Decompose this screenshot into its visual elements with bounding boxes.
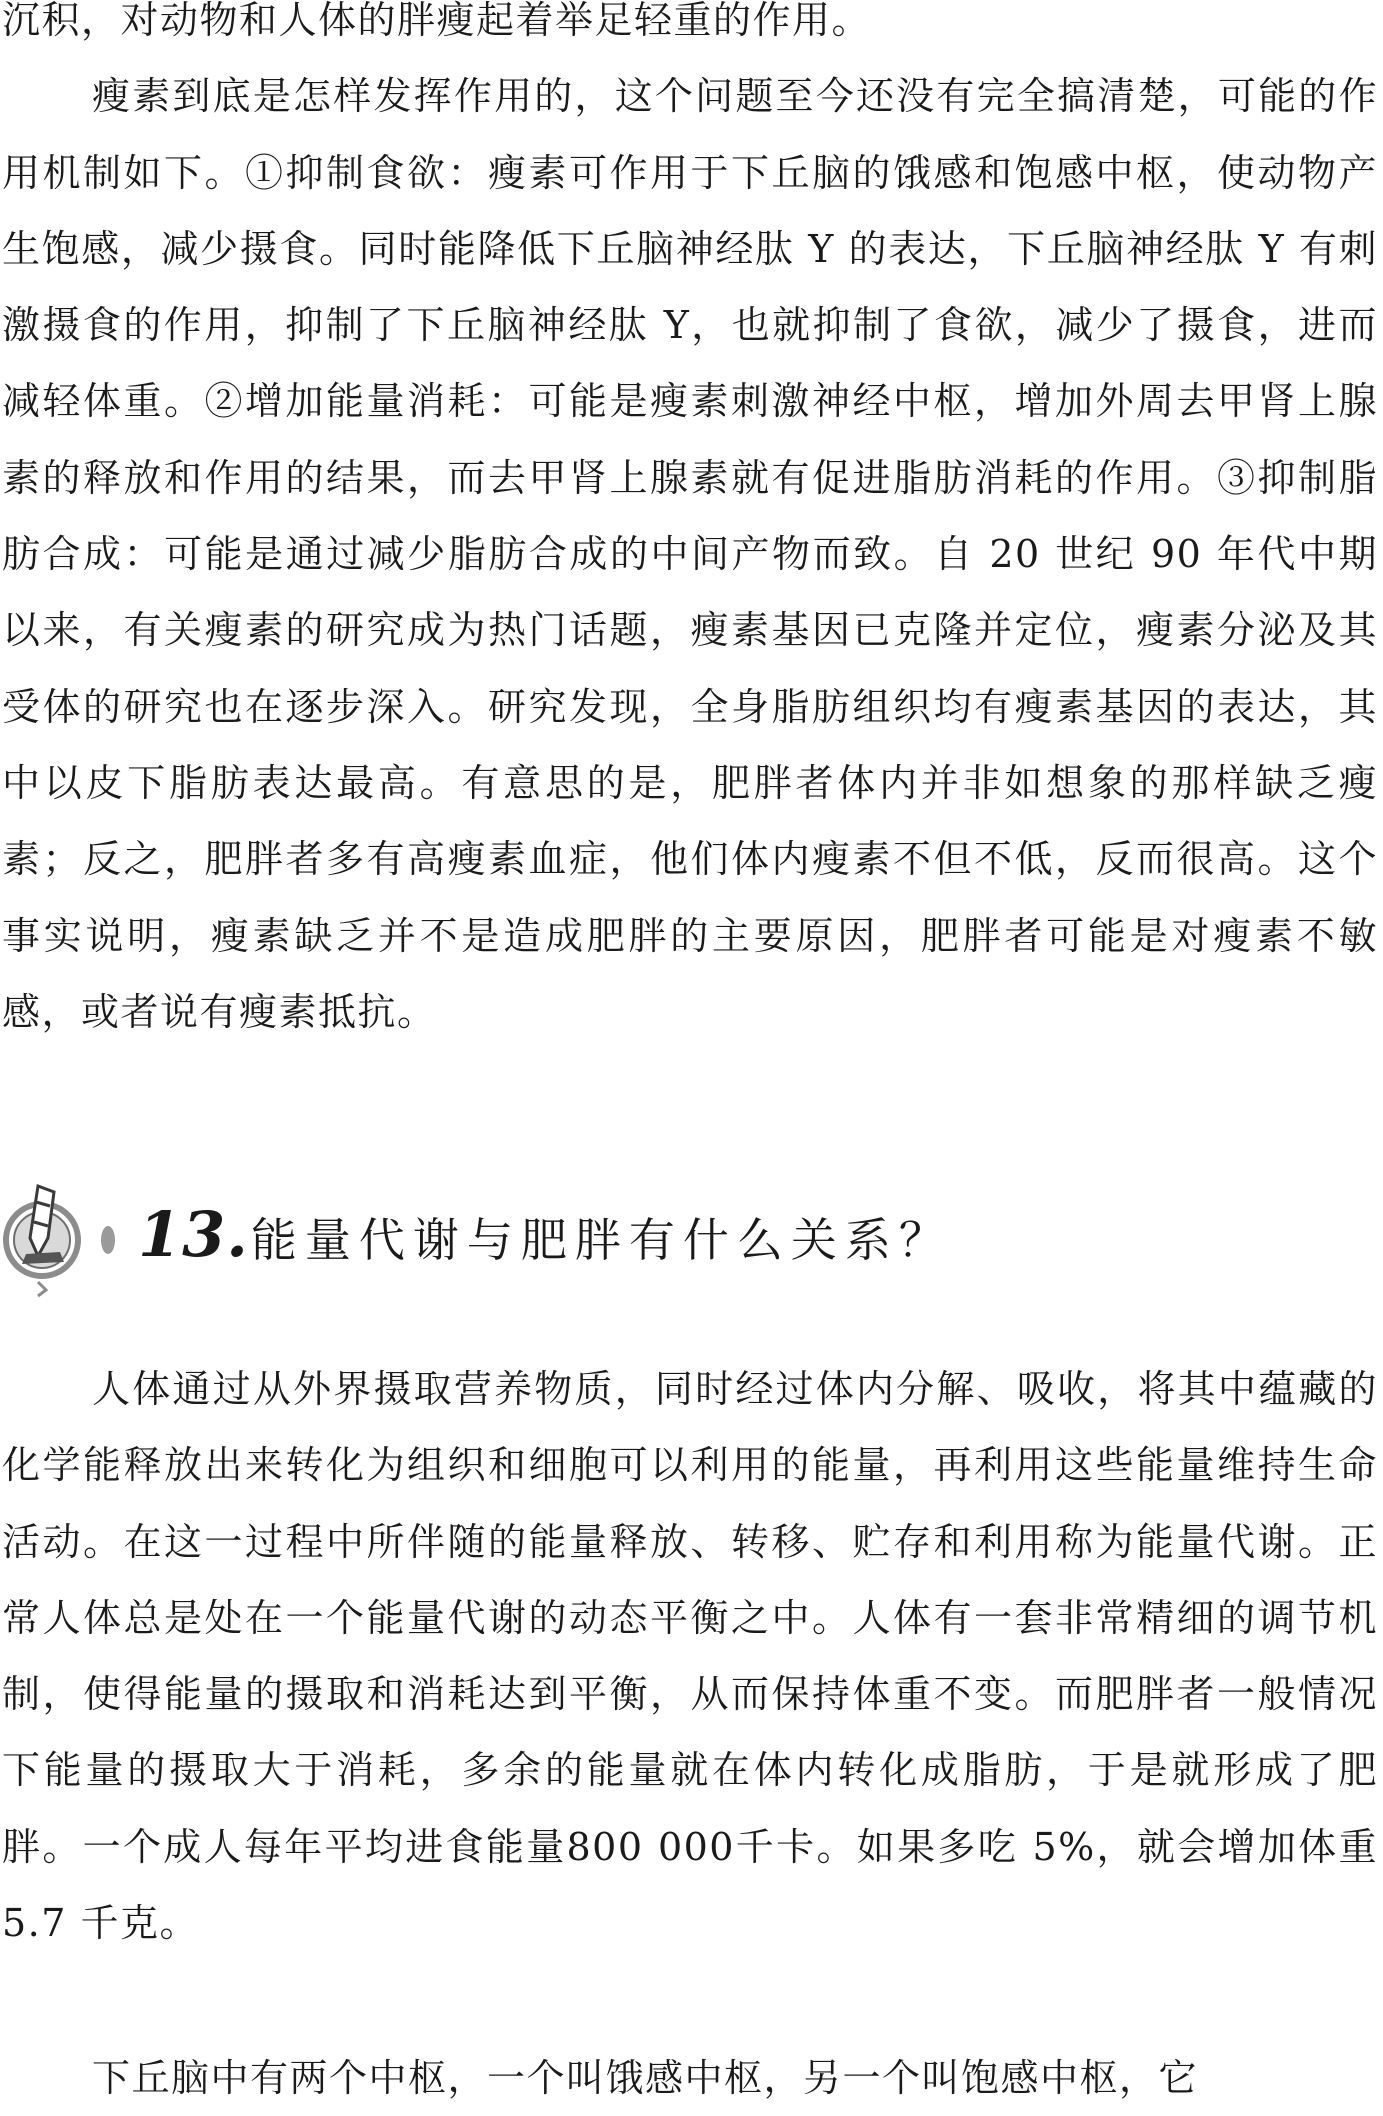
section-number: 13.: [138, 1198, 249, 1271]
pen-on-disc-icon: [2, 1178, 122, 1298]
section-heading: [0, 1175, 1383, 1305]
body-text-bottom: [2, 2040, 1378, 2116]
body-text-section: [2, 1351, 1378, 1961]
body-text-top: [2, 0, 1378, 1050]
section-title-text: 能量代谢与肥胖有什么关系？: [250, 1213, 953, 1267]
paragraph-energy-metabolism: 人体通过从外界摄取营养物质，同时经过体内分解、吸收，将其中蕴藏的化学能释放出来转化为组织和细胞可以利用的能量，再利用这些能量维持生命活动。在这一过程中所伴随的能量释放、转移、贮存和利用称为能量代谢。正常人体总是处在一个能量代谢的动态平衡之中。人体有一套非常精细的调节机制，使得能量的摄取和消耗达到平衡，从而保持体重不变。而肥胖者一般情况下能量的摄取大于消耗，多余的能量就在体内转化成脂肪，于是就形成了肥胖。一个成人每年平均进食能量800 000千卡。如果多吃 5%，就会增加体重 5.7 千克。: [2, 1367, 1378, 1946]
paragraph-hypothalamus: 下丘脑中有两个中枢，一个叫饿感中枢，另一个叫饱感中枢，它: [92, 2056, 1199, 2100]
paragraph-leptin-mechanism: 瘦素到底是怎样发挥作用的，这个问题至今还没有完全搞清楚，可能的作用机制如下。①抑制食欲：瘦素可作用于下丘脑的饿感和饱感中枢，使动物产生饱感，减少摄食。同时能降低下丘脑神经肽 Y 的表达，下丘脑神经肽 Y 有刺激摄食的作用，抑制了下丘脑神经肽 Y，也就抑制了食欲，减少了摄食，进而减轻体重。②增加能量消耗：可能是瘦素刺激神经中枢，增加外周去甲肾上腺素的释放和作用的结果，而去甲肾上腺素就有促进脂肪消耗的作用。③抑制脂肪合成：可能是通过减少脂肪合成的中间产物而致。自 20 世纪 90 年代中期以来，有关瘦素的研究成为热门话题，瘦素基因已克隆并定位，瘦素分泌及其受体的研究也在逐步深入。研究发现，全身脂肪组织均有瘦素基因的表达，其中以皮下脂肪表达最高。有意思的是，肥胖者体内并非如想象的那样缺乏瘦素；反之，肥胖者多有高瘦素血症，他们体内瘦素不但不低，反而很高。这个事实说明，瘦素缺乏并不是造成肥胖的主要原因，肥胖者可能是对瘦素不敏感，或者说有瘦素抵抗。: [2, 74, 1378, 1034]
paragraph-continuation: 沉积，对动物和人体的胖瘦起着举足轻重的作用。: [2, 0, 872, 42]
section-title: [138, 1198, 953, 1278]
